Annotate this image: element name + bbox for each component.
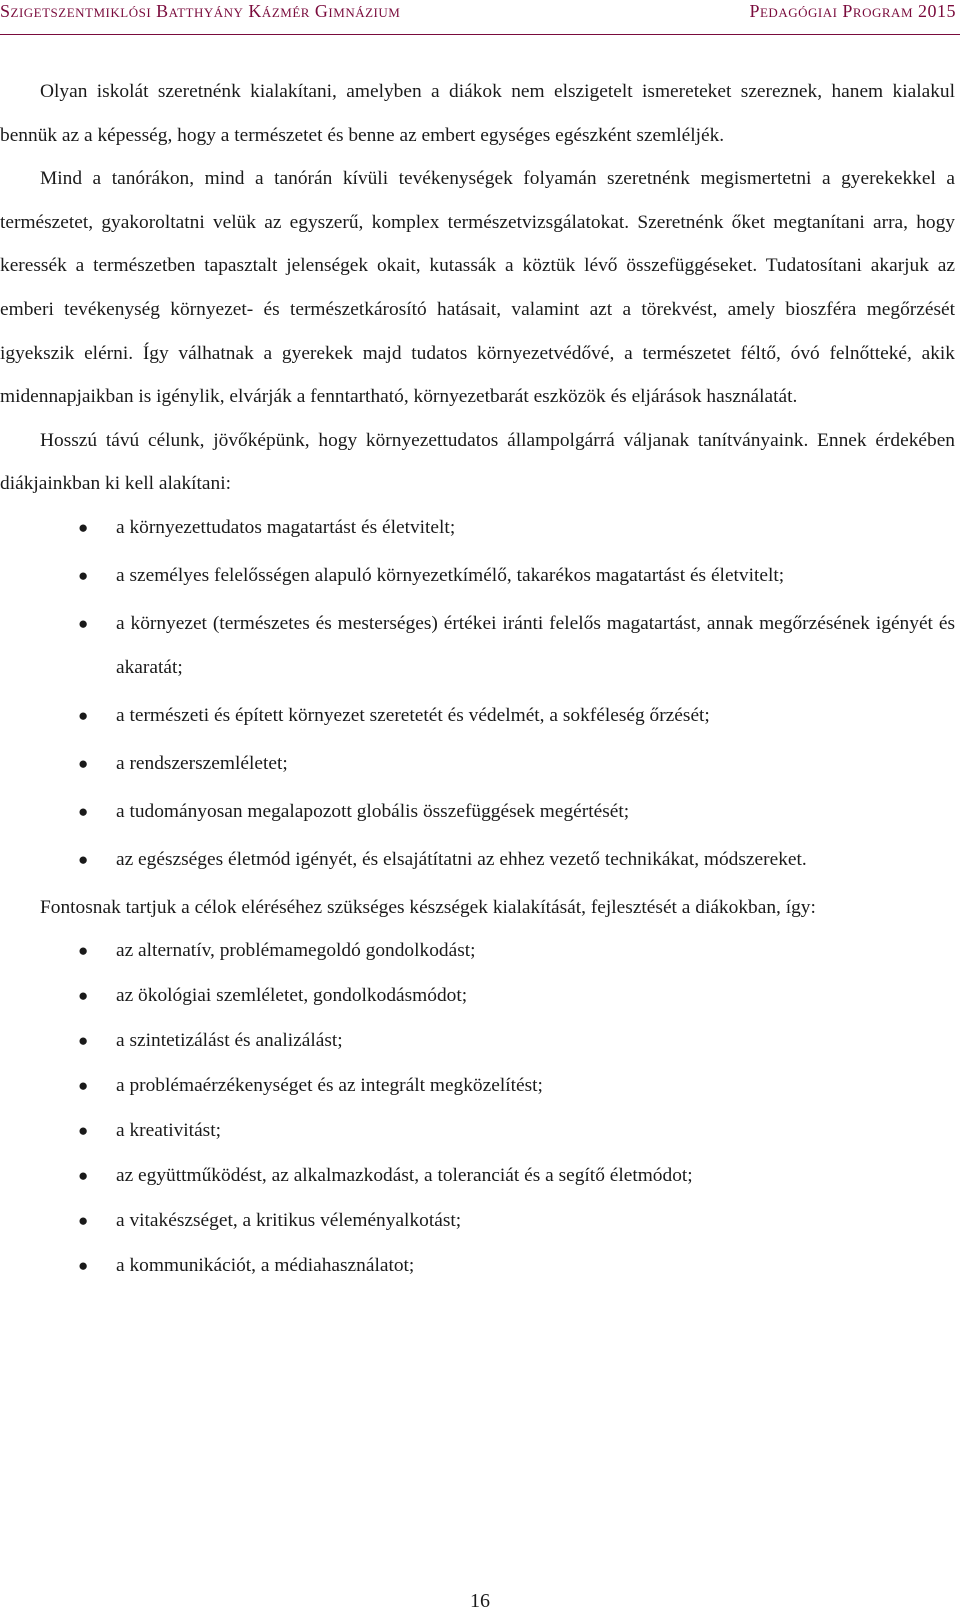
bullet-icon: ● bbox=[78, 1210, 89, 1230]
list-item bbox=[0, 790, 955, 834]
document-body bbox=[0, 70, 955, 1290]
list-item bbox=[0, 1110, 955, 1152]
header-rule bbox=[0, 34, 960, 35]
bullet-icon: ● bbox=[78, 801, 89, 821]
paragraph-activities: Mind a tanórákon, mind a tanórán kívüli tevékenységek folyamán szeretnénk megismertetni a gyerekekkel a természetet, gyakoroltatni velük az egyszerű, komplex természetvizsgálatokat. Szeretnénk őket megtanítani arra, hogy keressék a természetben tapasztalt jelenségek okait, kutassák a köztük lévő összefüggéseket. Tudatosítani akarjuk az emberi tevékenység környezet- és természetkárosító hatásait, valamint azt a törekvést, amely bioszféra megőrzését igyekszik elérni. Így válhatnak a gyerekek majd tudatos környezetvédővé, a természetet féltő, óvó felnőtteké, akik midennapjaikban is igénylik, elvárják a fenntartható, környezetbarát eszközök és eljárások használatát. bbox=[0, 168, 955, 408]
skills-list bbox=[0, 930, 955, 1287]
bullet-icon: ● bbox=[78, 849, 89, 869]
page-number: 16 bbox=[470, 1590, 490, 1612]
list-item-text: az együttműködést, az alkalmazkodást, a toleranciát és a segítő életmódot; bbox=[116, 1164, 693, 1186]
bullet-icon: ● bbox=[78, 753, 89, 773]
bullet-icon: ● bbox=[78, 1120, 89, 1140]
program-title: Pedagógiai Program 2015 bbox=[749, 1, 956, 21]
list-item-text: a kreativitást; bbox=[116, 1119, 221, 1141]
page-header bbox=[0, 0, 960, 40]
list-item bbox=[0, 742, 955, 786]
list-item bbox=[0, 506, 955, 550]
school-name: Szigetszentmiklósi Batthyány Kázmér Gimnázium bbox=[0, 1, 401, 21]
list-item-text: a kommunikációt, a médiahasználatot; bbox=[116, 1254, 415, 1276]
list-item-text: az ökológiai szemléletet, gondolkodásmódot; bbox=[116, 984, 468, 1006]
bullet-icon: ● bbox=[78, 985, 89, 1005]
list-item bbox=[0, 1200, 955, 1242]
list-item-text: az alternatív, problémamegoldó gondolkodást; bbox=[116, 939, 476, 961]
goals-list bbox=[0, 506, 955, 882]
list-item-text: a problémaérzékenységet és az integrált megközelítést; bbox=[116, 1074, 543, 1096]
list-item bbox=[0, 1065, 955, 1107]
paragraph-long-term-goal: Hosszú távú célunk, jövőképünk, hogy környezettudatos állampolgárrá váljanak tanítványaink. Ennek érdekében diákjainkban ki kell alakítani: bbox=[0, 429, 955, 495]
list-item bbox=[0, 975, 955, 1017]
list-item-text: a személyes felelősségen alapuló környezetkímélő, takarékos magatartást és életvitelt; bbox=[116, 564, 785, 586]
list-item bbox=[0, 554, 955, 598]
list-item bbox=[0, 694, 955, 738]
bullet-icon: ● bbox=[78, 1165, 89, 1185]
bullet-icon: ● bbox=[78, 613, 89, 633]
list-item bbox=[0, 602, 955, 690]
bullet-icon: ● bbox=[78, 1075, 89, 1095]
bullet-icon: ● bbox=[78, 705, 89, 725]
bullet-icon: ● bbox=[78, 565, 89, 585]
paragraph-intro: Olyan iskolát szeretnénk kialakítani, amelyben a diákok nem elszigetelt ismereteket szereznek, hanem kialakul bennük az a képesség, hogy a természetet és benne az embert egységes egészként szemléljék. bbox=[0, 81, 955, 146]
bullet-icon: ● bbox=[78, 1030, 89, 1050]
list-item-text: a rendszerszemléletet; bbox=[116, 752, 288, 774]
paragraph-skills: Fontosnak tartjuk a célok eléréséhez szükséges készségek kialakítását, fejlesztését a diákokban, így: bbox=[40, 896, 816, 918]
list-item-text: a tudományosan megalapozott globális összefüggések megértését; bbox=[116, 800, 630, 822]
list-item-text: a szintetizálást és analizálást; bbox=[116, 1029, 343, 1051]
list-item bbox=[0, 930, 955, 972]
list-item-text: a környezet (természetes és mesterséges) értékei iránti felelős magatartást, annak megőrzésének igényét és akaratát; bbox=[116, 612, 955, 678]
list-item-text: a természeti és épített környezet szeretetét és védelmét, a sokféleség őrzését; bbox=[116, 704, 710, 726]
bullet-icon: ● bbox=[78, 940, 89, 960]
list-item bbox=[0, 1155, 955, 1197]
list-item bbox=[0, 838, 955, 882]
bullet-icon: ● bbox=[78, 1255, 89, 1275]
list-item bbox=[0, 1020, 955, 1062]
bullet-icon: ● bbox=[78, 517, 89, 537]
list-item-text: az egészséges életmód igényét, és elsajátítatni az ehhez vezető technikákat, módszereket. bbox=[116, 848, 807, 870]
list-item-text: a vitakészséget, a kritikus véleményalkotást; bbox=[116, 1209, 462, 1231]
list-item bbox=[0, 1245, 955, 1287]
list-item-text: a környezettudatos magatartást és életvitelt; bbox=[116, 516, 456, 538]
